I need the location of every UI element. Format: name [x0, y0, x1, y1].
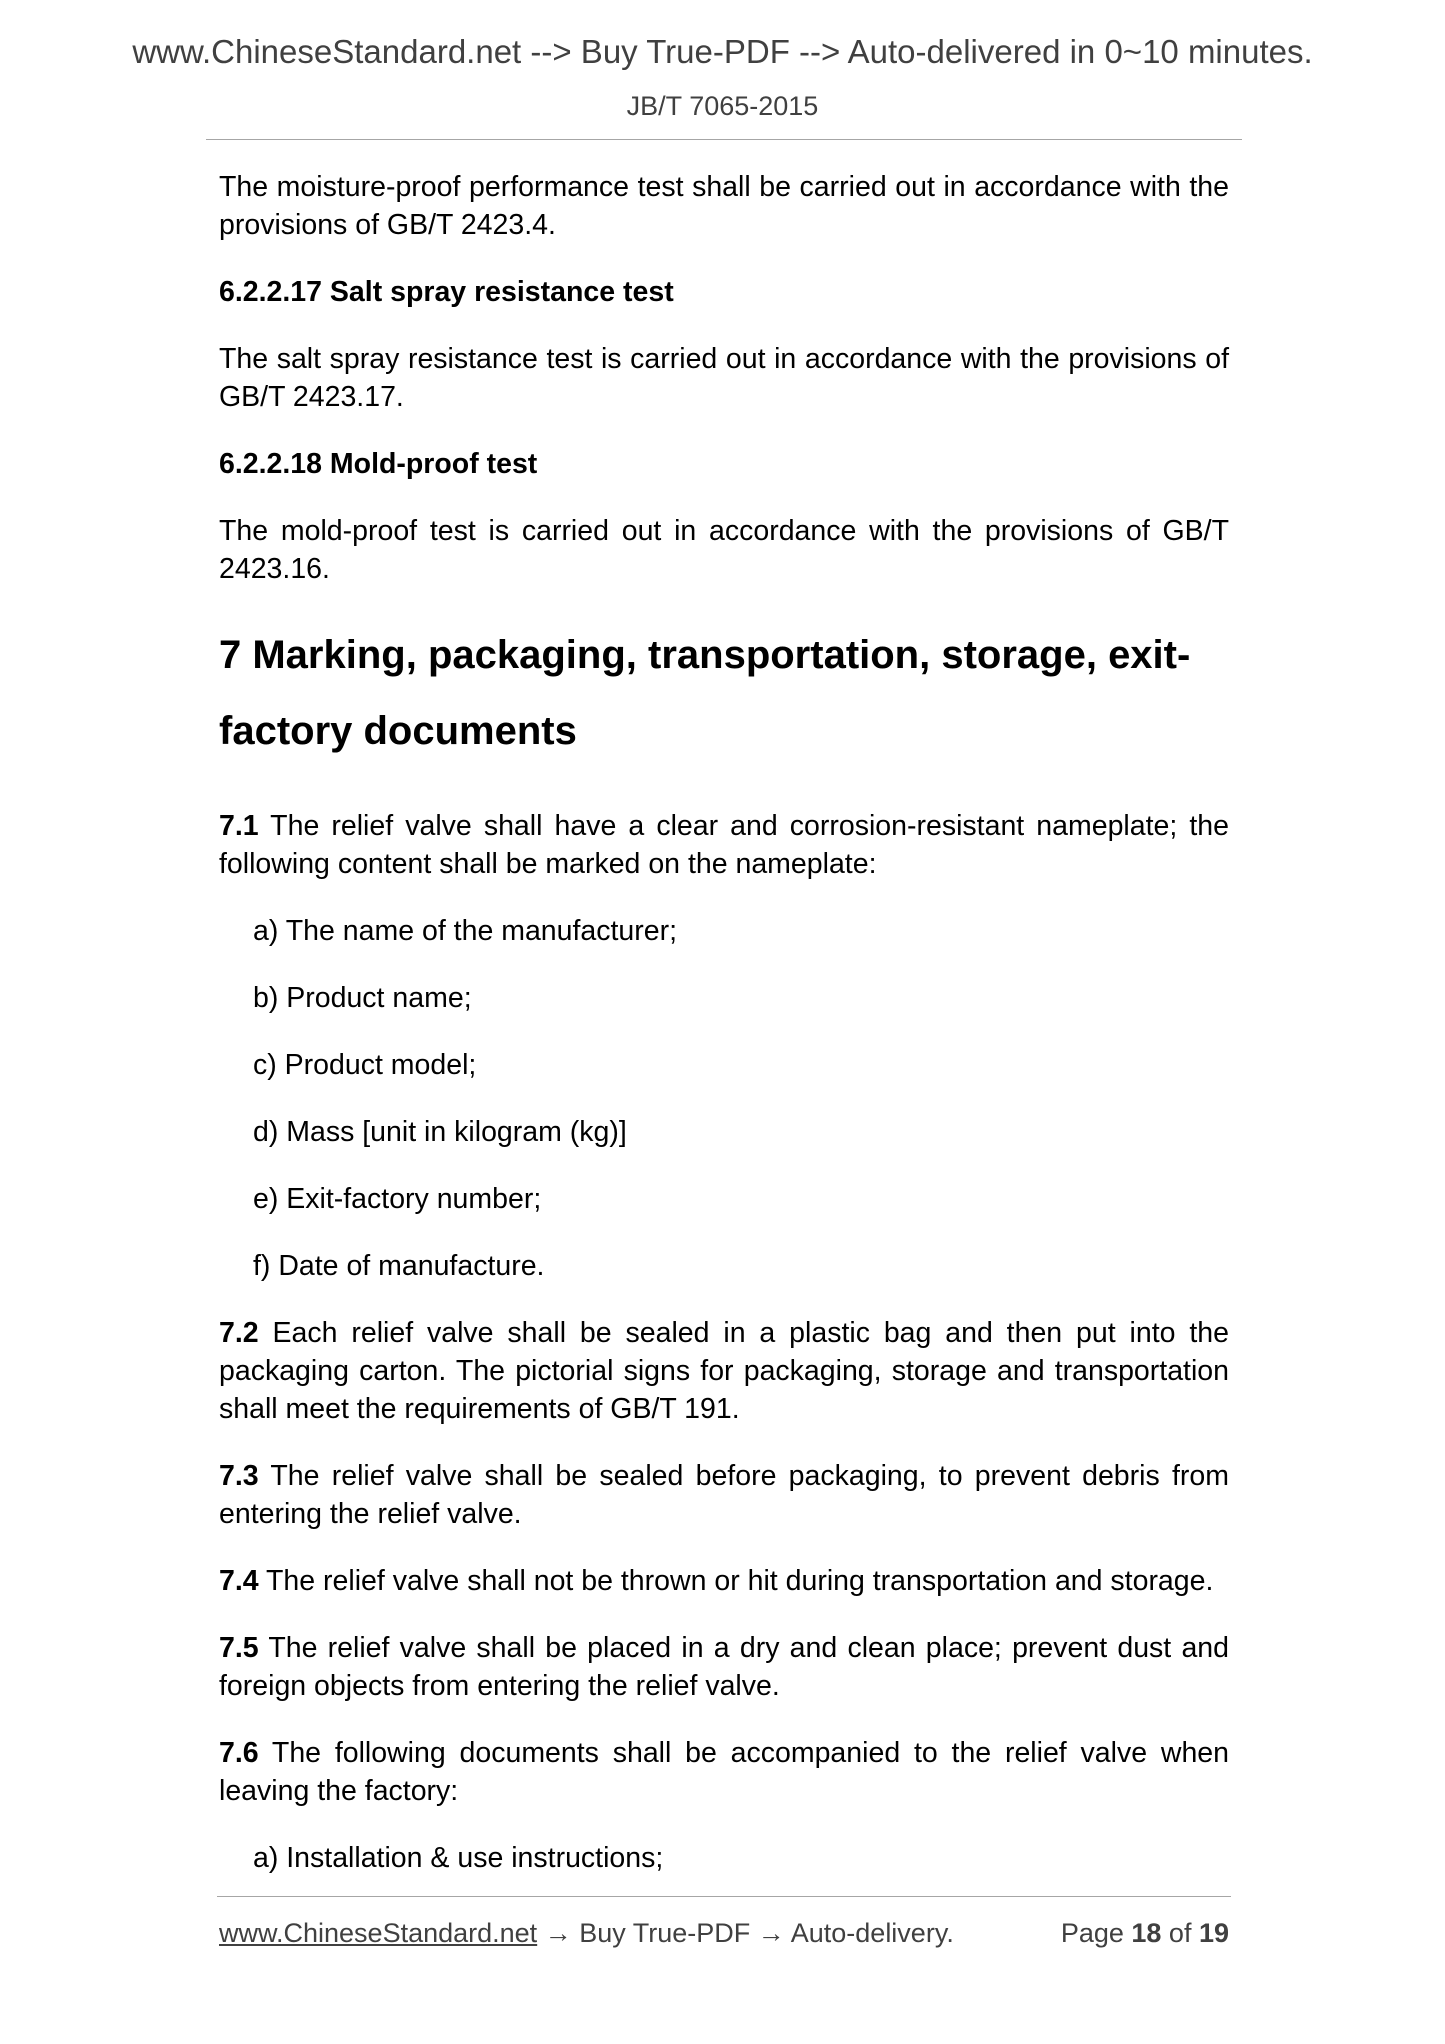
list-item: c) Product model; — [253, 1049, 477, 1081]
list-item: f) Date of manufacture. — [253, 1250, 545, 1282]
clause-7-6 — [219, 1734, 1229, 1810]
paragraph-moisture-proof: The moisture-proof performance test shall be carried out in accordance with the provisions of GB/T 2423.4. — [219, 171, 1229, 241]
page-indicator — [1061, 1915, 1229, 1951]
footer-divider — [217, 1896, 1231, 1897]
clause-number: 7.5 — [219, 1632, 259, 1664]
footer-site-link[interactable]: www.ChineseStandard.net — [219, 1918, 538, 1948]
top-banner: www.ChineseStandard.net --> Buy True-PDF --> Auto-delivered in 0~10 minutes. — [132, 33, 1313, 70]
clause-text: The relief valve shall have a clear and corrosion-resistant nameplate; the following content shall be marked on the nameplate: — [219, 810, 1229, 880]
heading-6-2-2-17: 6.2.2.17 Salt spray resistance test — [219, 276, 674, 308]
page-footer — [219, 1915, 1229, 1951]
heading-6-2-2-18: 6.2.2.18 Mold-proof test — [219, 448, 538, 480]
page-total: 19 — [1198, 1918, 1229, 1948]
page-label: Page — [1060, 1918, 1132, 1948]
list-item: e) Exit-factory number; — [253, 1183, 542, 1215]
paragraph-mold-proof: The mold-proof test is carried out in accordance with the provisions of GB/T 2423.16. — [219, 515, 1229, 585]
standard-number: JB/T 7065-2015 — [626, 91, 819, 121]
document-body — [219, 168, 1229, 1906]
clause-text: Each relief valve shall be sealed in a plastic bag and then put into the packaging carton. The pictorial signs for packaging, storage and transportation shall meet the requirements of GB/T 191. — [219, 1317, 1229, 1425]
clause-text: The relief valve shall be placed in a dry and clean place; prevent dust and foreign objects from entering the relief valve. — [219, 1632, 1229, 1702]
header-divider — [206, 139, 1242, 140]
paragraph-salt-spray: The salt spray resistance test is carried out in accordance with the provisions of GB/T 2423.17. — [219, 343, 1229, 413]
clause-number: 7.4 — [219, 1565, 259, 1597]
clause-text: The following documents shall be accompanied to the relief valve when leaving the factory: — [219, 1737, 1229, 1807]
page-of-label: of — [1161, 1918, 1199, 1948]
list-item: a) Installation & use instructions; — [253, 1842, 664, 1874]
list-item: b) Product name; — [253, 982, 472, 1014]
clause-7-2 — [219, 1314, 1229, 1428]
list-item: a) The name of the manufacturer; — [253, 915, 678, 947]
clause-number: 7.6 — [219, 1737, 259, 1769]
clause-number: 7.3 — [219, 1460, 259, 1492]
clause-7-5 — [219, 1629, 1229, 1705]
clause-text: The relief valve shall not be thrown or hit during transportation and storage. — [258, 1565, 1214, 1597]
clause-number: 7.2 — [219, 1317, 259, 1349]
clause-7-3 — [219, 1457, 1229, 1533]
list-item: d) Mass [unit in kilogram (kg)] — [253, 1116, 627, 1148]
page-current: 18 — [1131, 1918, 1162, 1948]
footer-tagline: → Buy True-PDF → Auto-delivery. — [537, 1918, 954, 1948]
clause-7-4 — [219, 1562, 1229, 1600]
clause-7-1 — [219, 807, 1229, 883]
section-7-title: 7 Marking, packaging, transportation, storage, exit-factory documents — [219, 633, 1191, 753]
clause-number: 7.1 — [219, 810, 259, 842]
clause-text: The relief valve shall be sealed before packaging, to prevent debris from entering the relief valve. — [219, 1460, 1229, 1530]
